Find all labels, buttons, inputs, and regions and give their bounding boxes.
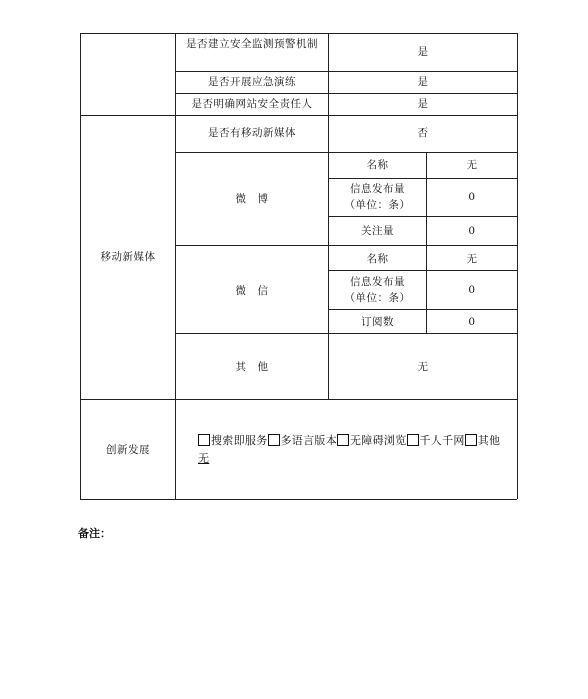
table-border-right (517, 33, 518, 499)
table-border-left (80, 33, 81, 499)
row-divider (328, 178, 517, 179)
innovation-other-value: 无 (198, 452, 210, 465)
option-personalized[interactable]: 千人千网 (407, 434, 465, 447)
checkbox-icon[interactable] (407, 434, 419, 446)
column-divider (426, 152, 427, 333)
weibo-label: 微 博 (235, 193, 269, 205)
wechat-name-label: 名称 (366, 253, 389, 265)
weibo-name-value: 无 (466, 159, 478, 171)
weibo-posts-label-line2: （单位：条） (344, 199, 411, 211)
emergency-drill-label: 是否开展应急演练 (208, 76, 296, 88)
table-border-top (80, 33, 517, 34)
row-divider (175, 333, 517, 334)
monitor-warning-label: 是否建立安全监测预警机制 (186, 38, 318, 50)
wechat-subscribe-label: 订阅数 (361, 316, 394, 328)
has-mobile-media-label: 是否有移动新媒体 (208, 127, 296, 139)
checkbox-icon[interactable] (337, 434, 349, 446)
row-divider (328, 309, 517, 310)
wechat-label: 微 信 (235, 285, 269, 297)
option-search-service[interactable]: 搜索即服务 (198, 434, 268, 447)
checkbox-icon[interactable] (268, 434, 280, 446)
has-mobile-media-value: 否 (417, 127, 429, 139)
remark-label: 备注： (78, 527, 111, 540)
mobile-media-section-label: 移动新媒体 (100, 251, 156, 263)
weibo-posts-label-line1: 信息发布量 (350, 183, 405, 195)
row-divider (175, 152, 517, 153)
option-accessibility[interactable]: 无障碍浏览 (337, 434, 407, 447)
row-divider (328, 270, 517, 271)
row-divider (328, 216, 517, 217)
emergency-drill-value: 是 (417, 76, 429, 88)
option-other[interactable]: 其他 (465, 434, 501, 447)
wechat-posts-label-line2: （单位：条） (344, 292, 411, 304)
weibo-follow-value: 0 (468, 225, 476, 237)
option-multilingual[interactable]: 多语言版本 (268, 434, 338, 447)
other-label: 其 他 (235, 361, 269, 373)
section-divider (80, 115, 517, 116)
innovation-options (198, 432, 500, 468)
wechat-posts-value: 0 (468, 284, 476, 296)
responsible-person-value: 是 (417, 98, 429, 110)
other-value: 无 (417, 361, 429, 373)
checkbox-icon[interactable] (465, 434, 477, 446)
wechat-name-value: 无 (466, 253, 478, 265)
row-divider (175, 245, 517, 246)
section-divider (80, 399, 517, 400)
table-border-bottom (80, 499, 517, 500)
weibo-follow-label: 关注量 (361, 225, 394, 237)
wechat-subscribe-value: 0 (468, 316, 476, 328)
innovation-section-label: 创新发展 (106, 444, 150, 456)
row-divider (175, 71, 517, 72)
weibo-posts-value: 0 (468, 191, 476, 203)
monitor-warning-value: 是 (417, 46, 429, 58)
weibo-name-label: 名称 (366, 159, 389, 171)
wechat-posts-label-line1: 信息发布量 (350, 276, 405, 288)
responsible-person-label: 是否明确网站安全责任人 (191, 98, 313, 110)
checkbox-icon[interactable] (198, 434, 210, 446)
row-divider (175, 93, 517, 94)
